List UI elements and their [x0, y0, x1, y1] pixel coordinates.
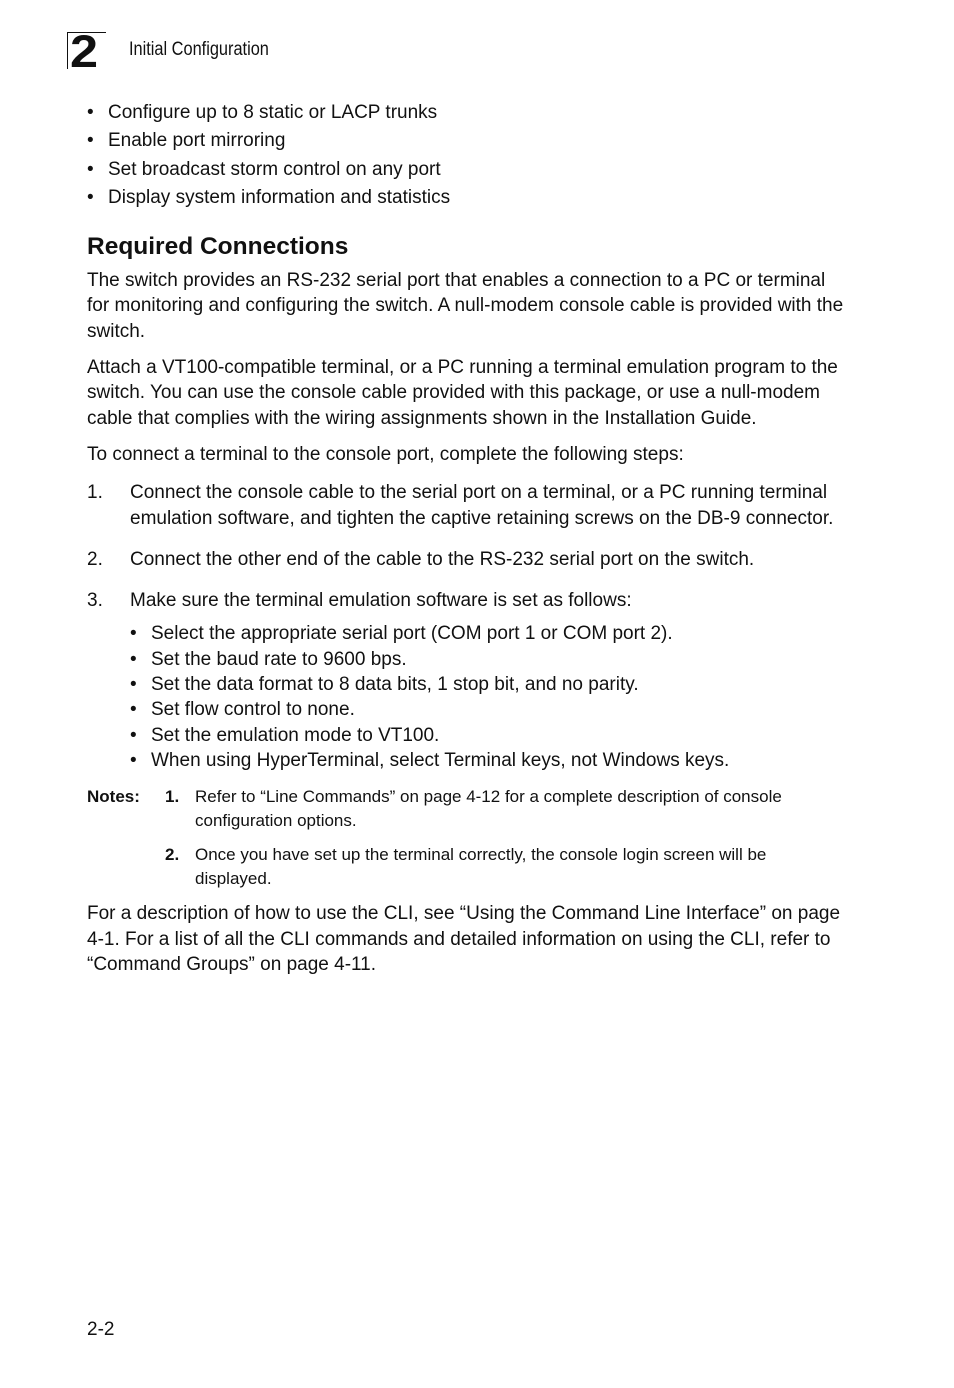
- page-body: [87, 100, 847, 988]
- notes-block: [87, 785, 847, 891]
- step-item: [87, 480, 847, 531]
- section-heading: Required Connections: [87, 233, 349, 261]
- list-item: • Select the appropriate serial port (COM port 1 or COM port 2).: [130, 621, 847, 646]
- chapter-number: 2: [70, 26, 99, 77]
- note-number: 1.: [165, 787, 180, 807]
- closing-paragraph: For a description of how to use the CLI, see “Using the Command Line Interface” on page 4-1. For a list of all the CLI commands and detailed information on using the CLI, refer to “Command Groups” on page 4-11.: [87, 903, 841, 975]
- intro-bullet-list: [87, 100, 847, 210]
- list-item: • Set the data format to 8 data bits, 1 stop bit, and no parity.: [130, 672, 847, 697]
- note-text: Refer to “Line Commands” on page 4-12 for a complete description of console configuration options.: [195, 787, 782, 831]
- note-text: Once you have set up the terminal correctly, the console login screen will be displayed.: [195, 845, 767, 889]
- paragraph: The switch provides an RS-232 serial port that enables a connection to a PC or terminal for monitoring and configuring the switch. A null-modem console cable is provided with the switch.: [87, 270, 844, 342]
- step-text: Connect the other end of the cable to the RS-232 serial port on the switch.: [130, 548, 755, 570]
- list-item: • Enable port mirroring: [87, 128, 847, 153]
- step-text: Make sure the terminal emulation software is set as follows:: [130, 590, 632, 612]
- step-item: [87, 547, 847, 572]
- settings-bullet-list: [130, 621, 847, 773]
- step-number: 1.: [87, 482, 103, 504]
- list-item: • When using HyperTerminal, select Terminal keys, not Windows keys.: [130, 748, 847, 773]
- step-number: 2.: [87, 548, 103, 570]
- note-number: 2.: [165, 845, 180, 865]
- running-head: Initial Configuration: [129, 39, 269, 60]
- paragraph: Attach a VT100-compatible terminal, or a PC running a terminal emulation program to the switch. You can use the console cable provided with this package, or use a null-modem cable that complies with the wiring assignments shown in the Installation Guide.: [87, 357, 838, 429]
- step-number: 3.: [87, 590, 103, 612]
- list-item: • Set flow control to none.: [130, 697, 847, 722]
- step-text: Connect the console cable to the serial port on a terminal, or a PC running terminal emulation software, and tighten the captive retaining screws on the DB-9 connector.: [130, 482, 834, 529]
- list-item: • Set broadcast storm control on any port: [87, 157, 847, 182]
- note-item: [87, 785, 847, 833]
- list-item: • Set the baud rate to 9600 bps.: [130, 647, 847, 672]
- list-item: • Configure up to 8 static or LACP trunks: [87, 100, 847, 125]
- step-item: [87, 588, 847, 773]
- page-number: 2-2: [87, 1319, 115, 1340]
- steps-list: [87, 480, 847, 773]
- list-item: • Display system information and statistics: [87, 185, 847, 210]
- list-item: • Set the emulation mode to VT100.: [130, 723, 847, 748]
- notes-label: Notes:: [87, 787, 140, 807]
- note-item: [87, 843, 847, 891]
- paragraph: To connect a terminal to the console port, complete the following steps:: [87, 443, 684, 465]
